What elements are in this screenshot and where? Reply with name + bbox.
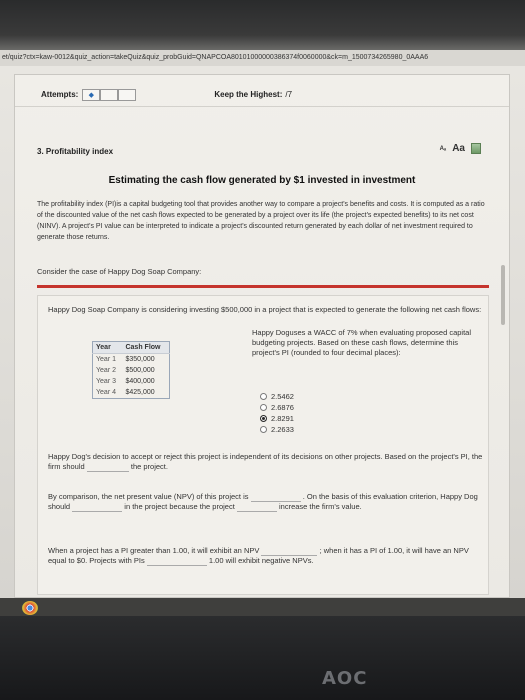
npv-dropdown[interactable] [251, 493, 301, 502]
npv-text-e: increase the firm's value. [278, 502, 362, 511]
keep-highest-label: Keep the Highest: [214, 90, 283, 99]
npv-text-d: in the project because the project [124, 502, 235, 511]
npv-relation-dropdown[interactable] [261, 547, 317, 556]
option-3[interactable] [260, 424, 294, 435]
pi-npv-text-d: 1.00 will exhibit negative NPVs. [208, 556, 314, 565]
font-increase-button[interactable]: Aa [452, 143, 465, 154]
option-label: 2.6876 [271, 403, 294, 412]
monitor-bezel-top [0, 0, 525, 50]
problem-box [37, 295, 489, 595]
pi-npv-text-c: have an NPV equal to $0. Projects with PIs [48, 546, 469, 565]
option-0[interactable] [260, 391, 294, 402]
table-cell: Year 4 [96, 389, 116, 396]
option-label: 2.8291 [271, 414, 294, 423]
table-cell: $500,000 [125, 367, 155, 374]
description-paragraph: The profitability index (PI)is a capital budgeting tool that provides another way to compare a project's benefits and costs. It is computed as a ratio of the discounted value of the net cash flows expected to be generated by a project over its life (the project's expected benefits) to its net cost (NINV). A project's PI value can be interpreted to indicate a project's discounted return generated by each dollar of net investment required to generate those returns. [37, 201, 485, 241]
pi-npv-text-a: When a project has a PI greater than 1.00, it will exhibit an NPV [48, 546, 260, 555]
quiz-panel [14, 74, 510, 598]
table-header: Cash Flow [122, 342, 169, 354]
intro-text: Happy Dog Soap Company is considering investing $500,000 in a project that is expected to generate the following net cash flows: [48, 305, 482, 314]
option-1[interactable] [260, 402, 294, 413]
section-title: Estimating the cash flow generated by $1 invested in investment [108, 175, 416, 186]
invest-dropdown[interactable] [72, 503, 122, 512]
decision-dropdown[interactable] [87, 463, 129, 472]
decision-text-a: Happy Dog's decision to accept or reject this project is independent of its decisions on other projects. Based on the project's PI, the firm should [48, 452, 483, 471]
radio-button[interactable] [260, 426, 267, 433]
table-row [93, 376, 170, 387]
table-row [93, 387, 170, 399]
table-cell: Year 2 [96, 367, 116, 374]
font-size-controls [440, 143, 481, 154]
radio-button[interactable] [260, 404, 267, 411]
table-cell: Year 3 [96, 378, 116, 385]
table-header-row [93, 342, 170, 354]
increase-dropdown[interactable] [237, 503, 277, 512]
option-label: 2.2633 [271, 425, 294, 434]
attempts-label: Attempts: [41, 90, 79, 99]
option-2[interactable] [260, 413, 294, 424]
radio-button-selected[interactable] [260, 415, 267, 422]
table-cell: Year 1 [96, 356, 116, 363]
table-row [93, 365, 170, 376]
pi-options [260, 391, 294, 435]
pi-npv-text [48, 546, 484, 566]
font-decrease-button[interactable]: Aₐ [439, 145, 447, 152]
table-header: Year [93, 342, 123, 354]
chrome-icon[interactable] [22, 601, 38, 615]
table-cell: $400,000 [125, 378, 155, 385]
attempt-diamond-icon: ◆ [82, 89, 100, 101]
keep-highest-value: /7 [285, 90, 293, 99]
scrollbar[interactable] [501, 265, 505, 325]
pi-question: Happy Doguses a WACC of 7% when evaluating proposed capital budgeting projects. Based on these cash flows, determine this project's PI (rounded to four decimal places): [252, 328, 472, 357]
npv-text-c: criterion, Happy Dog should [48, 492, 478, 511]
table-cell: $425,000 [125, 389, 155, 396]
table-cell: $350,000 [125, 356, 155, 363]
option-label: 2.5462 [271, 392, 294, 401]
taskbar [0, 598, 525, 616]
table-row [93, 354, 170, 366]
cash-flow-table [92, 341, 170, 399]
consider-text: Consider the case of Happy Dog Soap Company: [37, 267, 202, 276]
npv-text-a: By comparison, the net present value (NPV) of this project is [48, 492, 249, 501]
radio-button[interactable] [260, 393, 267, 400]
npv-text-b: . On the basis of this evaluation [302, 492, 408, 501]
attempt-boxes [82, 89, 136, 101]
attempt-box [100, 89, 118, 101]
screen [0, 66, 525, 598]
attempts-row [15, 83, 509, 107]
decision-text-b: the project. [130, 462, 168, 471]
red-divider [37, 285, 489, 288]
pi-relation-dropdown[interactable] [147, 557, 207, 566]
npv-text [48, 492, 484, 512]
monitor-logo: AOC [322, 668, 368, 689]
monitor-bezel-bottom [0, 616, 525, 700]
address-bar[interactable]: et/quiz?ctx=kaw-0012&quiz_action=takeQuiz&quiz_probGuid=QNAPCOA80101000000386374f0060000&ck=m_1500734265980_0AAA6 [0, 50, 525, 66]
question-title: 3. Profitability index [37, 147, 114, 156]
attempt-box [118, 89, 136, 101]
pi-npv-text-b: ; when it has a PI of 1.00, it will [319, 546, 423, 555]
decision-text [48, 452, 484, 472]
document-icon[interactable] [471, 143, 481, 154]
